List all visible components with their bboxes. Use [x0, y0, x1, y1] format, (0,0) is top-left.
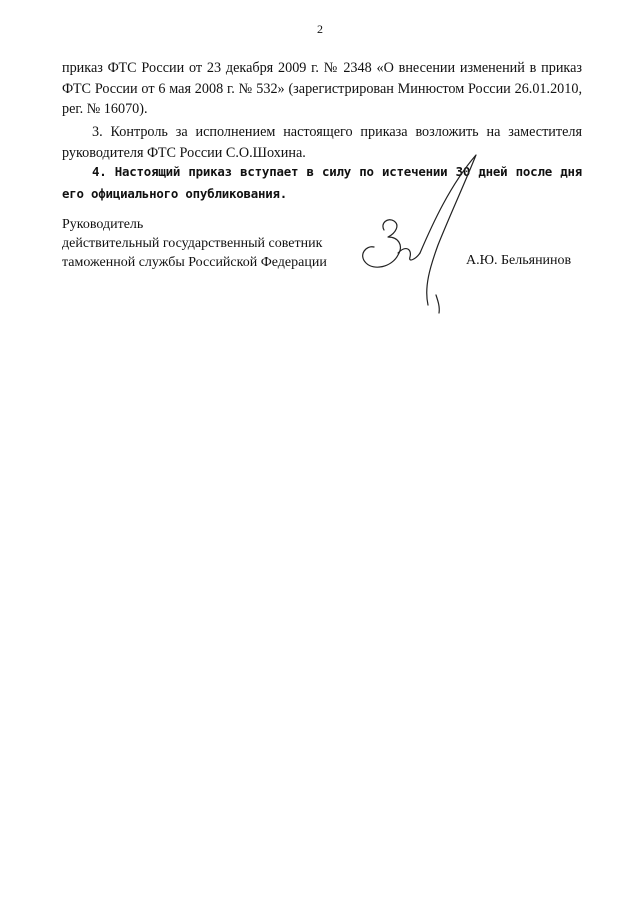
signatory-name: А.Ю. Бельянинов — [466, 253, 572, 268]
signatory-rank-line-1: действительный государственный советник — [62, 236, 323, 251]
signatory-position: Руководитель — [62, 217, 144, 232]
signatory-title-block — [62, 215, 327, 272]
paragraph-control-clause: 3. Контроль за исполнением настоящего приказа возложить на заместителя руководителя ФТС России С.О.Шохина. — [62, 124, 582, 161]
signatory-rank-line-2: таможенной службы Российской Федерации — [62, 255, 327, 270]
paragraph-order-reference: приказ ФТС России от 23 декабря 2009 г. № 2348 «О внесении изменений в приказ ФТС России от 6 мая 2008 г. № 532» (зарегистрирован Минюстом России 26.01.2010, рег. № 16070). — [62, 60, 582, 117]
handwritten-signature — [340, 145, 490, 315]
page-number: 2 — [317, 22, 323, 36]
paragraph-effective-date-clause: 4. Настоящий приказ вступает в силу по истечении 30 дней после дня его официального опубликования. — [62, 164, 582, 201]
